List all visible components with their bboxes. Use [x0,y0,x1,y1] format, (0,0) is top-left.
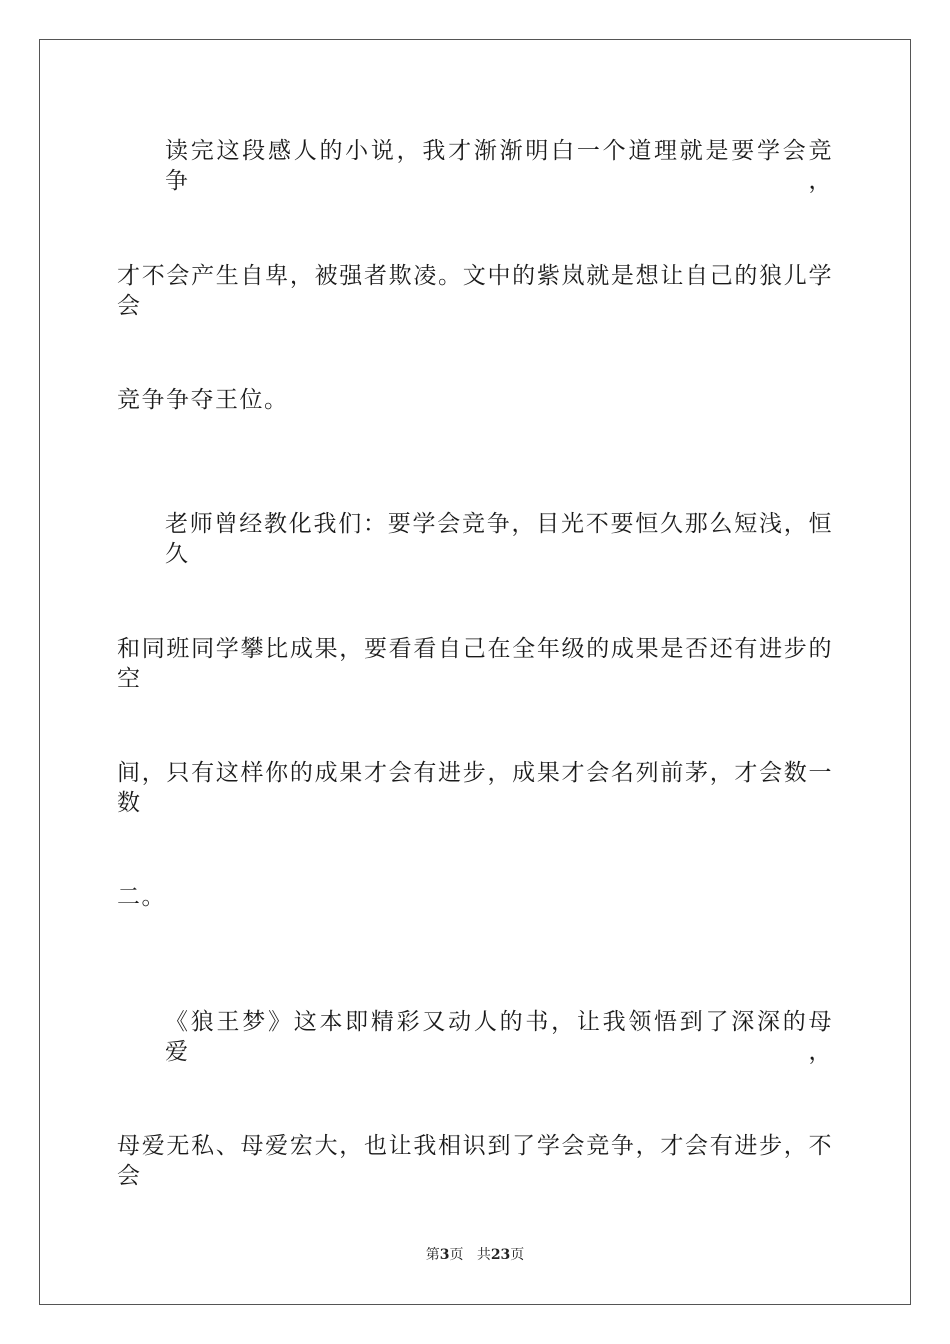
page-suffix: 页 [449,1247,464,1263]
total-pages: 23 [490,1247,511,1263]
paragraph-3-line-1: 《狼王梦》这本即精彩又动人的书，让我领悟到了深深的母爱， [165,1009,833,1065]
paragraph-1-line-2: 才不会产生自卑，被强者欺凌。文中的紫岚就是想让自己的狼儿学会 [117,263,833,319]
page-footer [0,1246,950,1264]
total-prefix: 共 [476,1247,491,1263]
total-suffix: 页 [510,1247,525,1263]
paragraph-3-line-2: 母爱无私、母爱宏大，也让我相识到了学会竞争，才会有进步，不会 [117,1133,833,1189]
paragraph-2-line-4: 二。 [117,884,166,910]
paragraph-2-line-1: 老师曾经教化我们：要学会竞争，目光不要恒久那么短浅，恒久 [165,511,833,567]
paragraph-2-line-3: 间，只有这样你的成果才会有进步，成果才会名列前茅，才会数一数 [117,760,833,816]
paragraph-2-line-2: 和同班同学攀比成果，要看看自己在全年级的成果是否还有进步的空 [117,636,833,692]
paragraph-1-line-1: 读完这段感人的小说，我才渐渐明白一个道理就是要学会竞争， [165,138,833,194]
paragraph-1-line-3: 竞争争夺王位。 [117,387,289,413]
page-prefix: 第 [425,1247,440,1263]
page-number: 3 [439,1247,450,1263]
